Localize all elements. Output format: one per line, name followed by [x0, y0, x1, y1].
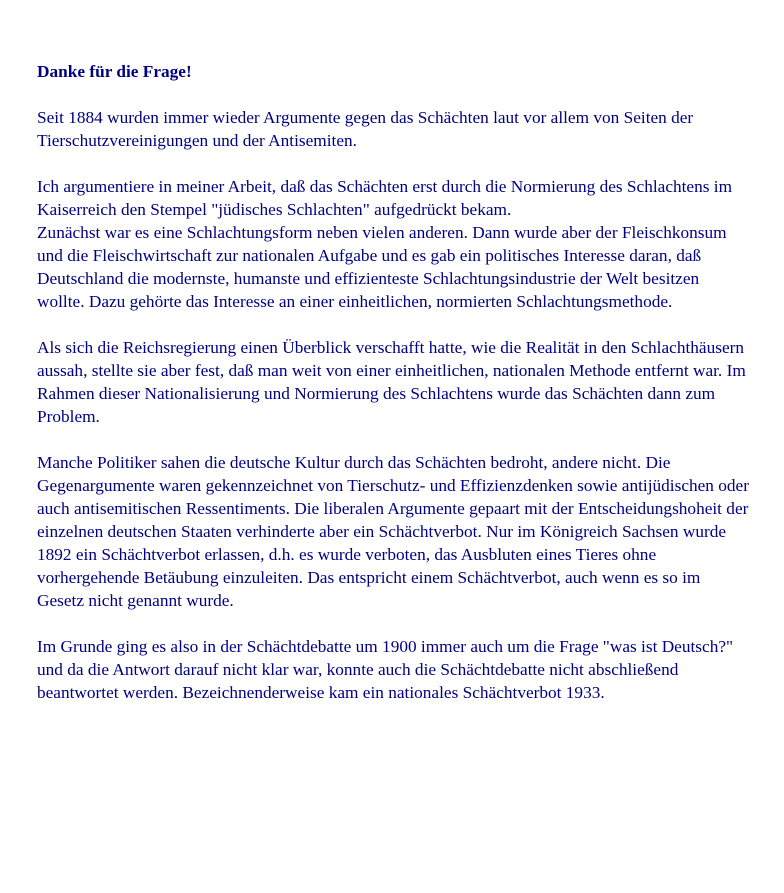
paragraph-conclusion: Im Grunde ging es also in der Schächtdebatte um 1900 immer auch um die Frage "was ist Deutsch?" und da die Antwort darauf nicht klar war, konnte auch die Schächtdebatte nicht abschließend beantwortet werden. Bezeichnenderweise kam ein nationales Schächtverbot 1933. [37, 637, 734, 702]
answer-document [37, 60, 749, 727]
paragraph-national-interest: Zunächst war es eine Schlachtungsform neben vielen anderen. Dann wurde aber der Fleischkonsum und die Fleischwirtschaft zur nationalen Aufgabe und es gab ein politisches Interesse daran, daß Deutschland die modernste, humanste und effizienteste Schlachtungsindustrie der Welt besitzen wollte. Dazu gehörte das Interesse an einer einheitlichen, normierten Schlachtungsmethode. [37, 223, 727, 311]
paragraph-argument: Ich argumentiere in meiner Arbeit, daß das Schächten erst durch die Normierung des Schlachtens im Kaiserreich den Stempel "jüdisches Schlachten" aufgedrückt bekam. [37, 177, 733, 219]
paragraph-reich-overview: Als sich die Reichsregierung einen Überblick verschafft hatte, wie die Realität in den Schlachthäusern aussah, stellte sie aber fest, daß man weit von einer einheitlichen, nationalen Methode entfernt war. Im Rahmen dieser Nationalisierung und Normierung des Schlachtens wurde das Schächten dann zum Problem. [37, 338, 746, 426]
paragraph-politicians: Manche Politiker sahen die deutsche Kultur durch das Schächten bedroht, andere nicht. Die Gegenargumente waren gekennzeichnet von Tierschutz- und Effizienzdenken sowie antijüdischen oder auch antisemitischen Ressentiments. Die liberalen Argumente gepaart mit der Entscheidungshoheit der einzelnen deutschen Staaten verhinderte aber ein Schächtverbot. Nur im Königreich Sachsen wurde 1892 ein Schächtverbot erlassen, d.h. es wurde verboten, das Ausbluten eines Tieres ohne vorhergehende Betäubung einzuleiten. Das entspricht einem Schächtverbot, auch wenn es so im Gesetz nicht genannt wurde. [37, 453, 749, 610]
greeting-heading: Danke für die Frage! [37, 62, 192, 81]
paragraph-history: Seit 1884 wurden immer wieder Argumente gegen das Schächten laut vor allem von Seiten der Tierschutzvereinigungen und der Antisemiten. [37, 108, 694, 150]
